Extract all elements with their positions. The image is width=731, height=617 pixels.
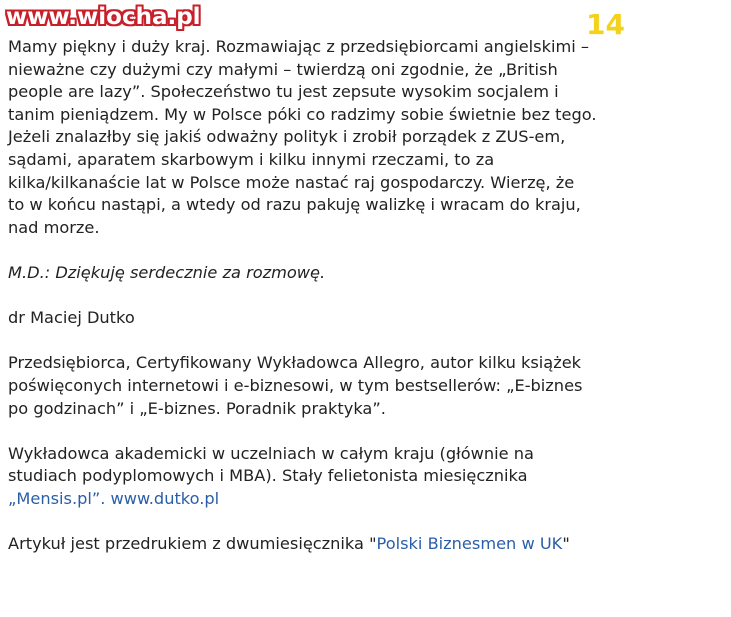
author-bio (8, 352, 708, 420)
lecturer-links-line (8, 488, 708, 511)
closing-line (8, 262, 708, 285)
spacer (8, 285, 708, 308)
paragraph-line: tanim pieniądzem. My w Polsce póki co radzimy sobie świetnie bez tego. (8, 104, 597, 124)
author-name-text: dr Maciej Dutko (8, 308, 135, 328)
paragraph-main (8, 36, 708, 239)
mensis-link[interactable]: Mensis.pl (16, 488, 92, 508)
paragraph-line: nieważne czy dużymi czy małymi – twierdzą oni zgodnie, że „British (8, 59, 558, 79)
closing-text: M.D.: Dziękuję serdecznie za rozmowę. (8, 262, 326, 282)
site-watermark: www.wiocha.pl (6, 4, 201, 30)
reprint-note (8, 533, 708, 556)
paragraph-line: sądami, aparatem skarbowym i kilku innymi rzeczami, to za (8, 149, 495, 169)
dutko-link[interactable]: www.dutko.pl (110, 488, 220, 508)
magazine-link[interactable]: Polski Biznesmen w UK (376, 534, 563, 554)
reprint-line (8, 533, 708, 556)
bio-line: po godzinach” i „E-biznes. Poradnik praktyka”. (8, 398, 386, 418)
page-number: 14 (586, 8, 625, 41)
paragraph-line: people are lazy”. Społeczeństwo tu jest zepsute wysokim socjalem i (8, 82, 559, 102)
quote-close: ”. (91, 488, 111, 508)
lecturer-line: studiach podyplomowych i MBA). Stały felietonista miesięcznika (8, 466, 528, 486)
paragraph-line: kilka/kilkanaście lat w Polsce może nastać raj gospodarczy. Wierzę, że (8, 172, 575, 192)
paragraph-line: to w końcu nastąpi, a wtedy od razu pakuję walizkę i wracam do kraju, (8, 195, 581, 215)
author-name (8, 307, 708, 330)
article-text (8, 36, 708, 556)
spacer (8, 330, 708, 353)
bio-line: Przedsiębiorca, Certyfikowany Wykładowca Allegro, autor kilku książek (8, 353, 582, 373)
lecturer-paragraph (8, 443, 708, 511)
spacer (8, 239, 708, 262)
reprint-suffix: " (562, 534, 570, 554)
spacer (8, 420, 708, 443)
paragraph-line: Mamy piękny i duży kraj. Rozmawiając z przedsiębiorcami angielskimi – (8, 37, 589, 56)
reprint-prefix: Artykuł jest przedrukiem z dwumiesięcznika " (8, 534, 377, 554)
bio-line: poświęconych internetowi i e-biznesowi, w tym bestsellerów: „E-biznes (8, 375, 583, 395)
paragraph-line: nad morze. (8, 217, 100, 237)
spacer (8, 510, 708, 533)
lecturer-line: Wykładowca akademicki w uczelniach w całym kraju (głównie na (8, 443, 534, 463)
quote-open: „ (8, 488, 17, 508)
paragraph-line: Jeżeli znalazłby się jakiś odważny polityk i zrobił porządek z ZUS-em, (8, 127, 566, 147)
